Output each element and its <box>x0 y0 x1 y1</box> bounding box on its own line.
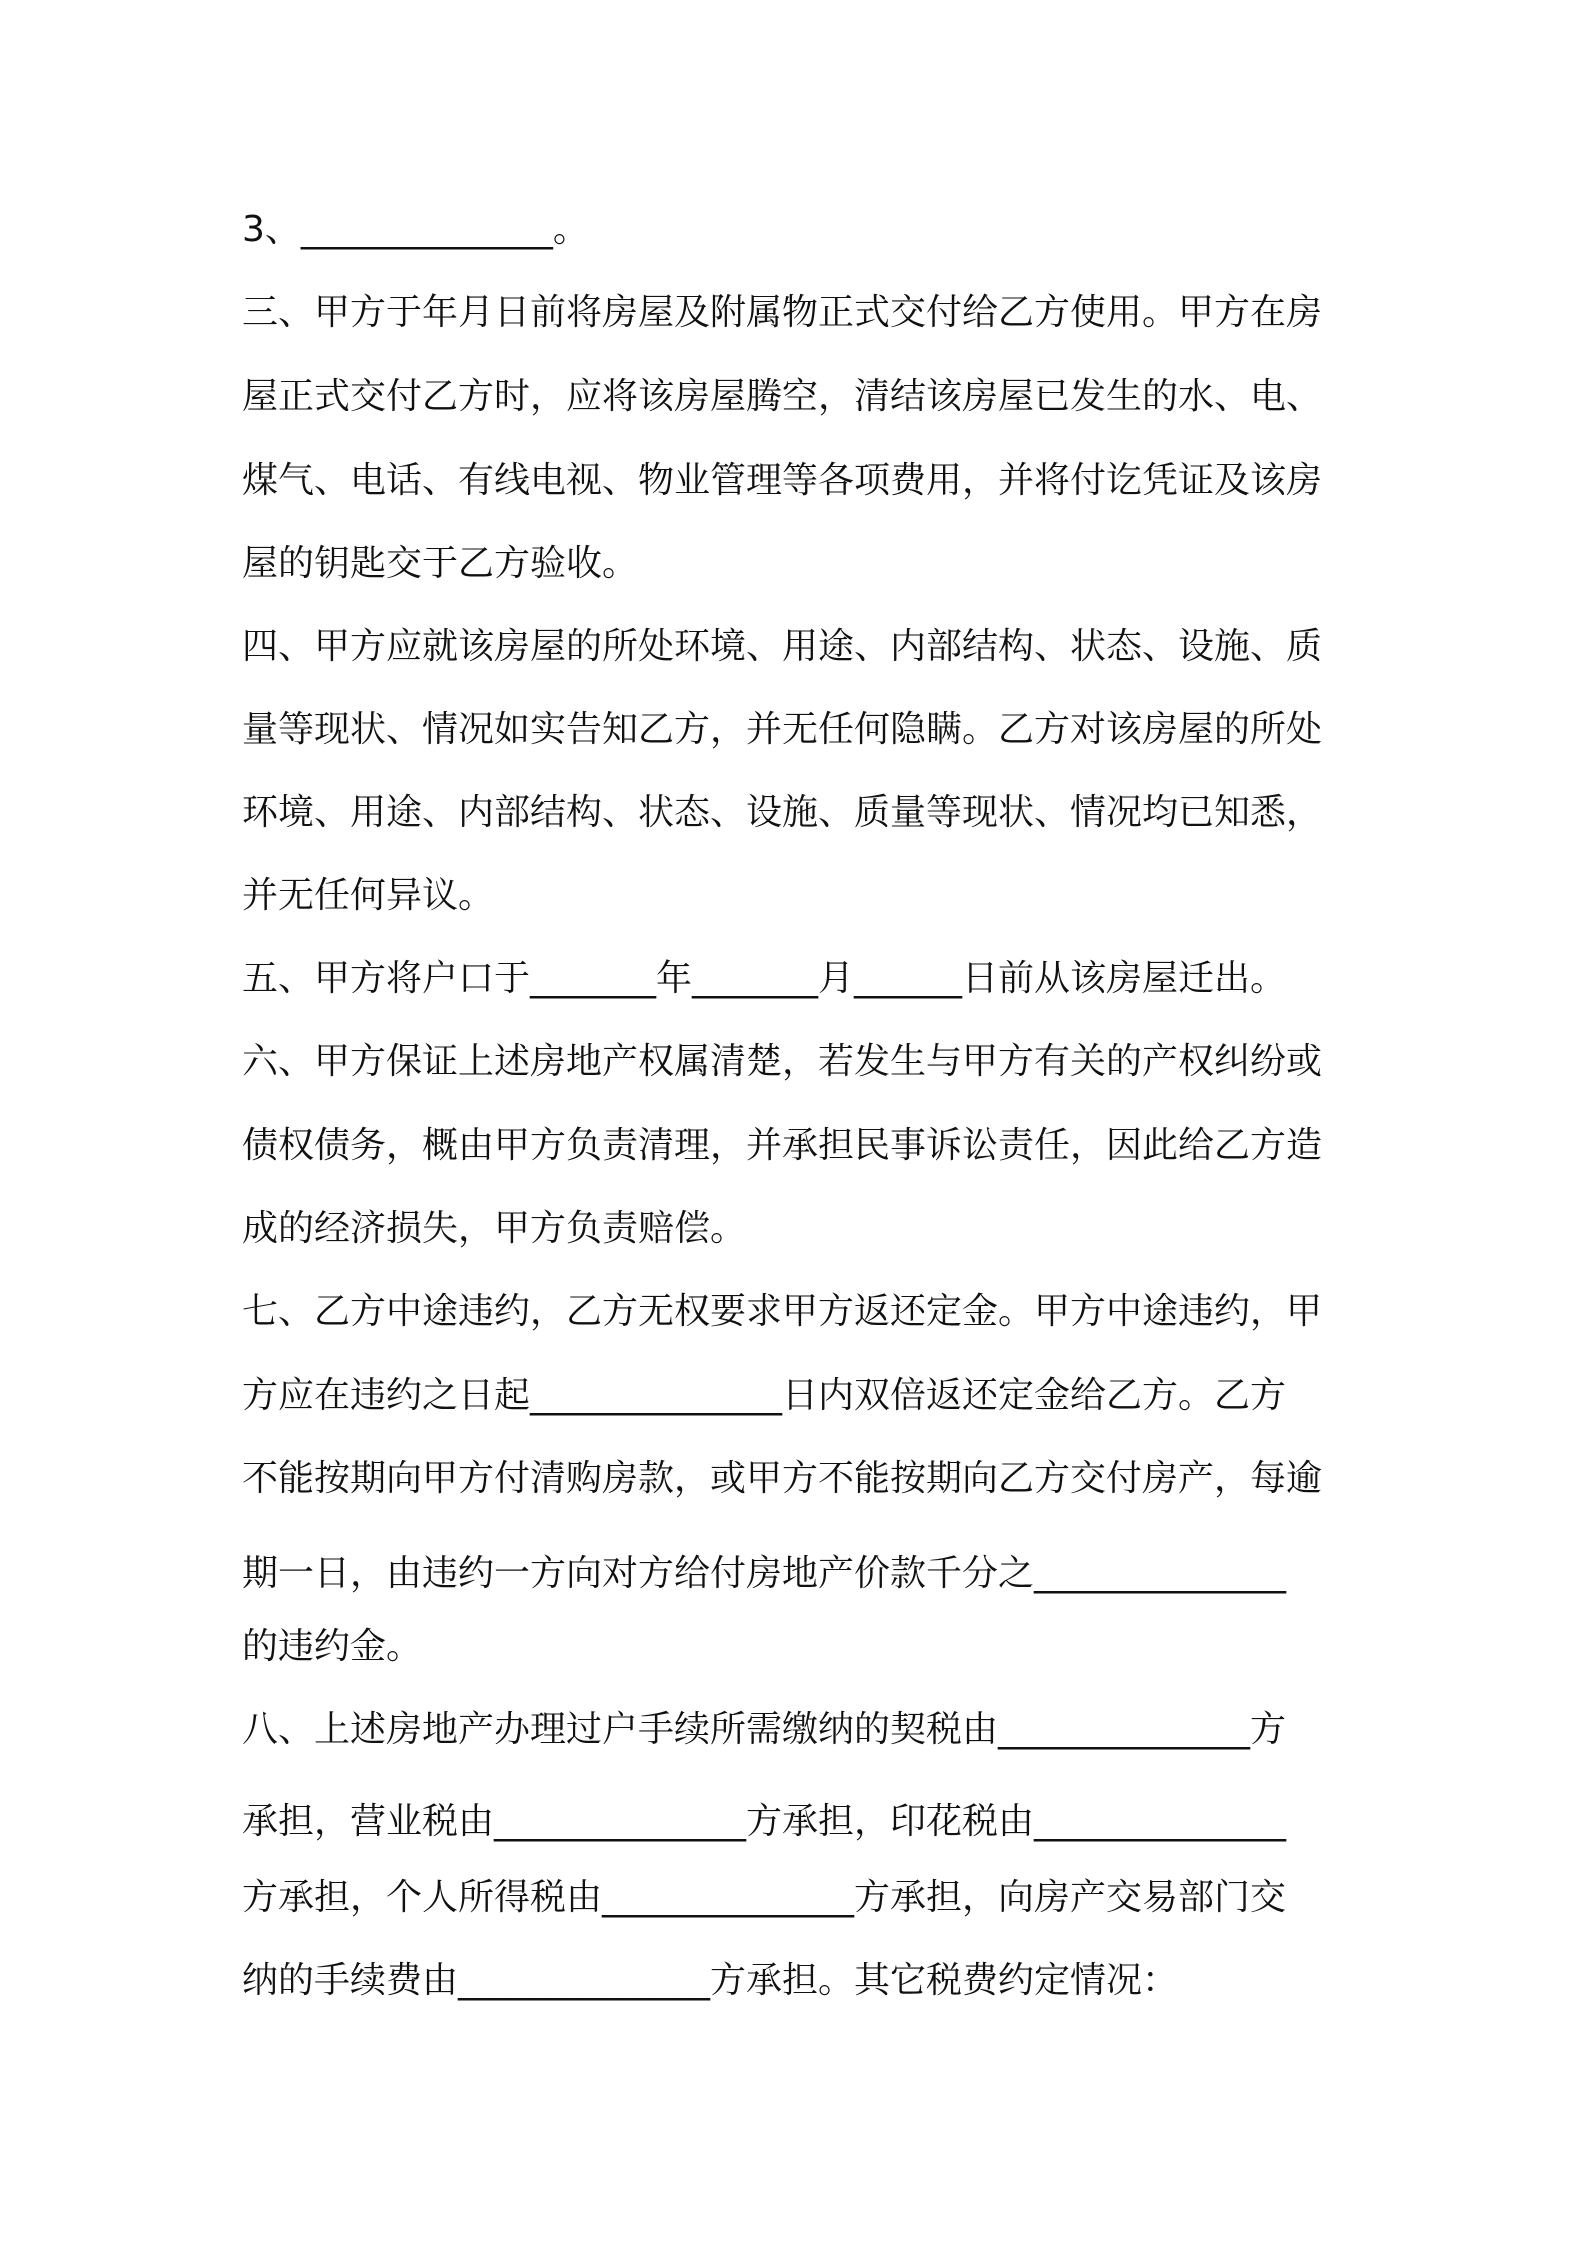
text-line: 纳的手续费由______________方承担。其它税费约定情况： <box>242 1960 1179 2001</box>
text-line: 并无任何异议。 <box>242 875 495 916</box>
text-line: 成的经济损失，甲方负责赔偿。 <box>242 1208 747 1249</box>
text-line: 五、甲方将户口于_______年_______月______日前从该房屋迁出。 <box>242 958 1287 999</box>
text-line: 三、甲方于年月日前将房屋及附属物正式交付给乙方使用。甲方在房 <box>242 292 1323 333</box>
text-line: 屋的钥匙交于乙方验收。 <box>242 543 639 584</box>
text-line: 六、甲方保证上述房地产权属清楚，若发生与甲方有关的产权纠纷或 <box>242 1041 1323 1082</box>
text-line: 四、甲方应就该房屋的所处环境、用途、内部结构、状态、设施、质 <box>242 626 1323 667</box>
text-line: 不能按期向甲方付清购房款，或甲方不能按期向乙方交付房产，每逾 <box>242 1458 1323 1499</box>
text-line: 七、乙方中途违约，乙方无权要求甲方返还定金。甲方中途违约，甲 <box>242 1291 1323 1332</box>
text-line: 3、______________。 <box>242 209 589 250</box>
text-line: 量等现状、情况如实告知乙方，并无任何隐瞒。乙方对该房屋的所处 <box>242 709 1323 750</box>
text-line: 期一日，由违约一方向对方给付房地产价款千分之______________ <box>242 1553 1287 1594</box>
text-line: 债权债务，概由甲方负责清理，并承担民事诉讼责任，因此给乙方造 <box>242 1125 1323 1166</box>
text-line: 的违约金。 <box>242 1626 423 1667</box>
text-line: 煤气、电话、有线电视、物业管理等各项费用，并将付讫凭证及该房 <box>242 460 1323 501</box>
text-line: 八、上述房地产办理过户手续所需缴纳的契税由______________方 <box>242 1709 1287 1750</box>
text-line: 屋正式交付乙方时，应将该房屋腾空，清结该房屋已发生的水、电、 <box>242 376 1323 417</box>
text-line: 方应在违约之日起______________日内双倍返还定金给乙方。乙方 <box>242 1375 1287 1416</box>
text-line: 承担，营业税由______________方承担，印花税由______________ <box>242 1801 1287 1842</box>
text-line: 方承担，个人所得税由______________方承担，向房产交易部门交 <box>242 1877 1287 1918</box>
text-line: 环境、用途、内部结构、状态、设施、质量等现状、情况均已知悉， <box>242 792 1323 833</box>
